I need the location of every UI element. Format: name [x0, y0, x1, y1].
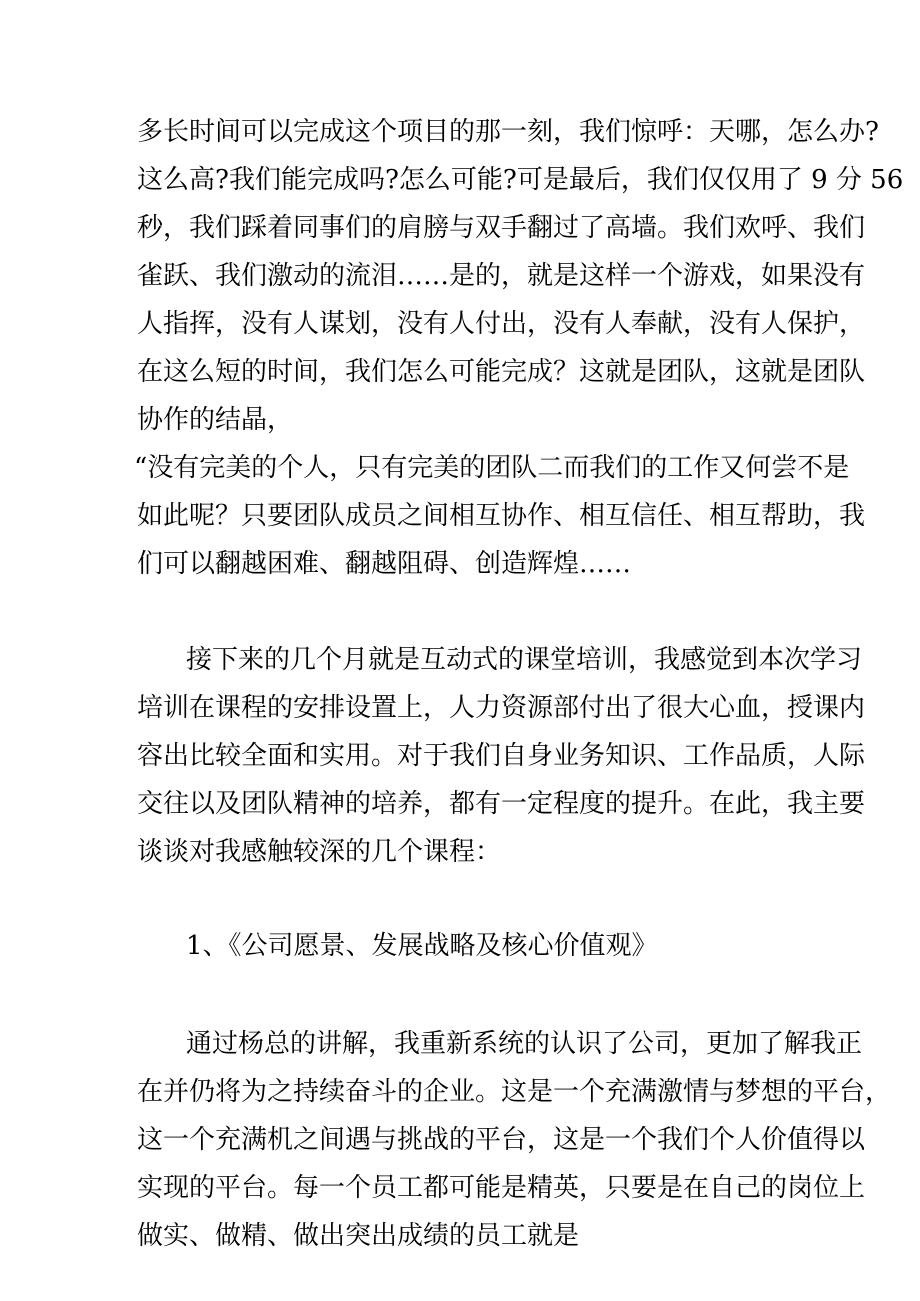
- paragraph-3-line-5: 谈谈对我感触较深的几个课程：: [137, 837, 502, 867]
- paragraph-3-line-3: 容出比较全面和实用。对于我们自身业务知识、工作品质，人际: [137, 741, 866, 771]
- paragraph-4-line-2: 在并仍将为之持续奋斗的企业。这是一个充满激情与梦想的平台，: [137, 1077, 892, 1107]
- paragraph-1-line-4: 雀跃、我们激动的流泪……是的，就是这样一个游戏，如果没有: [137, 261, 866, 291]
- paragraph-4-line-4: 实现的平台。每一个员工都可能是精英，只要是在自己的岗位上: [137, 1173, 866, 1203]
- paragraph-2-line-1: “没有完美的个人，只有完美的团队二而我们的工作又何尝不是: [134, 453, 850, 483]
- paragraph-1-line-5: 人指挥，没有人谋划，没有人付出，没有人奉献，没有人保护，: [137, 309, 866, 339]
- paragraph-1-line-1: 多长时间可以完成这个项目的那一刻，我们惊呼：天哪，怎么办?: [137, 117, 879, 147]
- section-heading-1: 1、《公司愿景、发展战略及核心价值观》: [186, 931, 658, 961]
- paragraph-1-line-7: 协作的结晶，: [137, 405, 294, 435]
- paragraph-2-line-2: 如此呢？只要团队成员之间相互协作、相互信任、相互帮助，我: [137, 501, 866, 531]
- paragraph-4-line-3: 这一个充满机之间遇与挑战的平台，这是一个我们个人价值得以: [137, 1125, 866, 1155]
- paragraph-4-line-1: 通过杨总的讲解，我重新系统的认识了公司，更加了解我正: [186, 1029, 863, 1059]
- paragraph-4-line-5: 做实、做精、做出突出成绩的员工就是: [137, 1221, 580, 1251]
- paragraph-1-line-6: 在这么短的时间，我们怎么可能完成？这就是团队，这就是团队: [137, 357, 866, 387]
- paragraph-1-line-2: 这么高?我们能完成吗?怎么可能?可是最后，我们仅仅用了 9 分 56: [137, 165, 904, 195]
- paragraph-3-line-1: 接下来的几个月就是互动式的课堂培训，我感觉到本次学习: [186, 645, 863, 675]
- paragraph-2-line-3: 们可以翻越困难、翻越阻碍、创造辉煌……: [137, 549, 632, 579]
- paragraph-3-line-2: 培训在课程的安排设置上，人力资源部付出了很大心血，授课内: [137, 693, 866, 723]
- paragraph-3-line-4: 交往以及团队精神的培养，都有一定程度的提升。在此，我主要: [137, 789, 866, 819]
- paragraph-1-line-3: 秒，我们踩着同事们的肩膀与双手翻过了高墙。我们欢呼、我们: [137, 213, 866, 243]
